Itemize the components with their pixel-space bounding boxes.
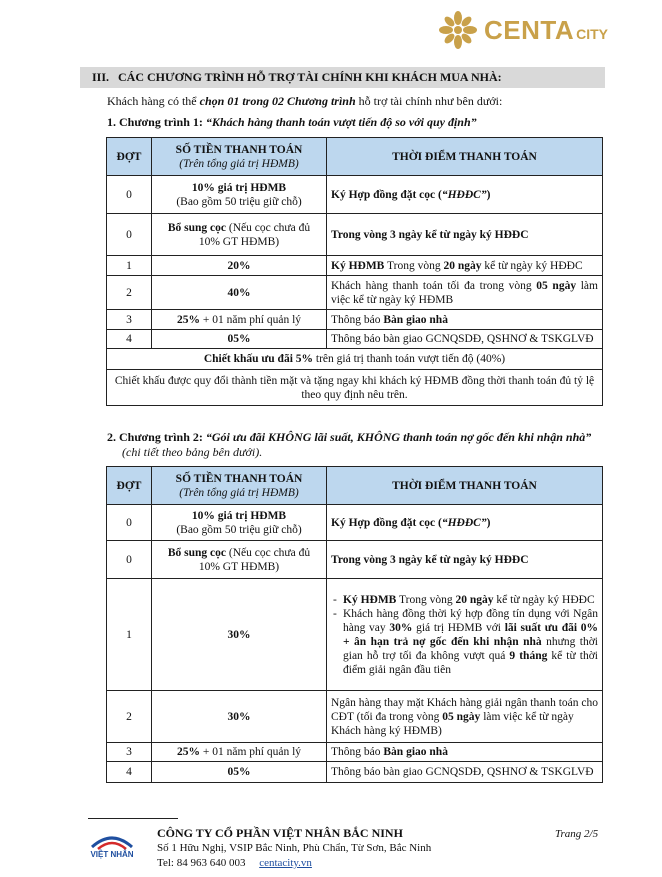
bullet-text: Trong vòng	[396, 593, 456, 606]
discount-cell	[107, 349, 603, 370]
table-header-row	[107, 138, 603, 176]
time-text-2: kể từ ngày ký HĐĐC	[481, 259, 583, 272]
cell-dot: 0	[107, 176, 152, 214]
list-item	[343, 607, 598, 677]
cell-amount: 05%	[152, 330, 327, 349]
program1-name: “Khách hàng thanh toán vượt tiến độ so với quy định”	[205, 115, 477, 129]
tel-number: 84 963 640 003	[176, 857, 246, 869]
amount-note: (Nếu cọc chưa đủ 10% GT HĐMB)	[198, 546, 311, 573]
header-dot: ĐỢT	[107, 138, 152, 176]
cell-amount	[152, 541, 327, 579]
bullet-bold-2: lãi suất ưu đãi 0% + ân hạn trả nợ gốc đến khi nhận nhà	[343, 621, 598, 648]
section-title-text: CÁC CHƯƠNG TRÌNH HỖ TRỢ TÀI CHÍNH KHI KHÁCH MUA NHÀ:	[118, 70, 502, 84]
program1-label: 1. Chương trình 1:	[107, 115, 206, 129]
cell-amount: 20%	[152, 256, 327, 276]
cell-amount: 30%	[152, 691, 327, 743]
website-link[interactable]: centacity.vn	[259, 857, 312, 869]
header-amount-sub: (Trên tổng giá trị HĐMB)	[179, 486, 299, 499]
time-bold: Ký HĐMB	[331, 259, 385, 272]
cell-time	[327, 743, 603, 762]
cell-dot: 1	[107, 256, 152, 276]
amount-bold: 25%	[176, 746, 200, 758]
header-amount	[152, 138, 327, 176]
discount-bold: Chiết khấu ưu đãi 5%	[203, 353, 314, 365]
table-row	[107, 214, 603, 256]
amount-bold: Bổ sung cọc	[167, 221, 226, 234]
cell-dot: 0	[107, 214, 152, 256]
cell-amount	[152, 743, 327, 762]
table-row	[107, 743, 603, 762]
time-bold: 05 ngày	[442, 710, 481, 723]
cell-time: Thông báo bàn giao GCNQSDĐ, QSHNƠ & TSKGLVĐ	[327, 762, 603, 783]
section-number: III.	[92, 70, 110, 84]
cell-time	[327, 310, 603, 330]
time-text: Thông báo	[331, 313, 384, 326]
time-bold: 05 ngày	[536, 279, 577, 292]
header-amount	[152, 467, 327, 505]
brand-main: CENTA	[484, 14, 575, 45]
tel-label: Tel:	[157, 857, 177, 869]
bullet-text-2: kể từ ngày ký HĐĐC	[493, 593, 595, 606]
table-row	[107, 276, 603, 310]
footer-logo-text: VIỆT NHÂN	[90, 850, 134, 859]
table-header-row	[107, 467, 603, 505]
time-text: Trong vòng	[384, 259, 444, 272]
footer-divider	[88, 818, 178, 819]
cell-time: Trong vòng 3 ngày kể từ ngày ký HĐĐC	[327, 214, 603, 256]
brand-sub: CITY	[576, 25, 609, 42]
bullet-list	[331, 593, 598, 677]
header-time: THỜI ĐIỂM THANH TOÁN	[327, 467, 603, 505]
table-row	[107, 505, 603, 541]
cell-dot: 3	[107, 743, 152, 762]
time-text: Ngân hàng thay mặt Khách hàng giải ngân thanh toán cho CĐT (tối đa trong vòng	[331, 696, 598, 723]
cell-amount	[152, 176, 327, 214]
cell-time	[327, 691, 603, 743]
note-row	[107, 370, 603, 406]
amount-note: (Nếu cọc chưa đủ 10% GT HĐMB)	[198, 221, 311, 248]
cell-amount: 05%	[152, 762, 327, 783]
company-name: CÔNG TY CỔ PHẦN VIỆT NHÂN BẮC NINH	[157, 826, 403, 840]
page-number: Trang 2/5	[555, 828, 599, 840]
table-row	[107, 176, 603, 214]
time-bold: Bàn giao nhà	[383, 746, 448, 758]
header-amount-label: SỐ TIỀN THANH TOÁN	[175, 472, 303, 485]
time-text: Thông báo	[331, 746, 384, 758]
amount-note: + 01 năm phí quản lý	[199, 746, 302, 758]
lotus-logo-icon	[438, 10, 478, 50]
amount-bold: Bổ sung cọc	[167, 546, 226, 559]
amount-note: (Bao gồm 50 triệu giữ chỗ)	[176, 195, 302, 208]
amount-bold: 25%	[176, 313, 200, 326]
time-bold: Bàn giao nhà	[383, 313, 448, 326]
time-text-2: làm việc kể từ ngày ký HĐMB	[331, 279, 598, 306]
time-text: Khách hàng thanh toán tối đa trong vòng	[331, 279, 537, 292]
amount-bold: 10% giá trị HĐMB	[191, 509, 287, 522]
cell-dot: 4	[107, 330, 152, 349]
table-row	[107, 579, 603, 691]
time-text-end: )	[486, 516, 491, 529]
cell-dot: 0	[107, 541, 152, 579]
brand-logo	[438, 10, 608, 50]
discount-row	[107, 349, 603, 370]
table-row	[107, 691, 603, 743]
cell-amount: 40%	[152, 276, 327, 310]
time-text: Ký Hợp đồng đặt cọc (	[331, 516, 442, 529]
program2-table	[106, 466, 603, 783]
cell-dot: 2	[107, 691, 152, 743]
bullet-text-4: kể từ thời điểm giải ngân đầu tiên	[343, 649, 598, 676]
time-em: “HĐĐC”	[441, 188, 487, 201]
program2-label: 2. Chương trình 2:	[107, 430, 206, 444]
time-bold-2: 20 ngày	[443, 259, 482, 272]
intro-text-end: hỗ trợ tài chính như bên dưới:	[355, 94, 503, 108]
list-item	[343, 593, 598, 607]
cell-amount	[152, 505, 327, 541]
section-title	[92, 70, 502, 85]
cell-dot: 4	[107, 762, 152, 783]
company-contact	[157, 857, 312, 869]
bullet-text-2: giá trị HĐMB với	[412, 621, 505, 634]
header-time: THỜI ĐIỂM THANH TOÁN	[327, 138, 603, 176]
bullet-text-3: nhưng thời gian hỗ trợ tối đa không vượt quá	[343, 635, 598, 662]
table-row	[107, 256, 603, 276]
cell-time	[327, 176, 603, 214]
header-amount-label: SỐ TIỀN THANH TOÁN	[175, 143, 303, 156]
company-address: Số 1 Hữu Nghị, VSIP Bắc Ninh, Phù Chẩn, Từ Sơn, Bắc Ninh	[157, 842, 432, 854]
cell-amount: 30%	[152, 579, 327, 691]
cell-amount	[152, 214, 327, 256]
time-em: “HĐĐC”	[441, 516, 487, 529]
section-intro	[107, 94, 502, 109]
time-text: Ký Hợp đồng đặt cọc (	[331, 188, 442, 201]
program2-subnote: (chi tiết theo bảng bên dưới).	[122, 445, 263, 459]
discount-text: trên giá trị thanh toán vượt tiến độ (40%)	[313, 353, 506, 365]
program2-heading	[107, 430, 612, 445]
amount-note: + 01 năm phí quản lý	[199, 313, 302, 326]
cell-time	[327, 276, 603, 310]
bullet-text: Khách hàng đồng thời ký hợp đồng tín dụng với Ngân hàng vay	[343, 607, 598, 634]
cell-time	[327, 579, 603, 691]
table-row	[107, 541, 603, 579]
bullet-bold-2: 20 ngày	[455, 593, 494, 606]
table-row	[107, 330, 603, 349]
time-text-2: làm việc kể từ ngày Khách hàng ký HĐMB)	[331, 710, 574, 737]
program2-name: “Gói ưu đãi KHÔNG lãi suất, KHÔNG thanh toán nợ gốc đến khi nhận nhà”	[205, 430, 592, 444]
time-text-end: )	[486, 188, 491, 201]
amount-bold: 10% giá trị HĐMB	[191, 181, 287, 194]
cell-dot: 2	[107, 276, 152, 310]
cell-time: Thông báo bàn giao GCNQSDĐ, QSHNƠ & TSKGLVĐ	[327, 330, 603, 349]
cell-dot: 1	[107, 579, 152, 691]
intro-emphasis: chọn 01 trong 02 Chương trình	[199, 94, 356, 108]
cell-amount	[152, 310, 327, 330]
intro-text: Khách hàng có thể	[107, 94, 200, 108]
program1-table	[106, 137, 603, 406]
program1-heading	[107, 115, 477, 130]
table-row	[107, 310, 603, 330]
bullet-bold: 30%	[389, 621, 413, 634]
bullet-bold-3: 9 tháng	[509, 649, 548, 662]
cell-time	[327, 505, 603, 541]
cell-dot: 0	[107, 505, 152, 541]
cell-time	[327, 256, 603, 276]
header-amount-sub: (Trên tổng giá trị HĐMB)	[179, 157, 299, 170]
bullet-bold: Ký HĐMB	[343, 593, 397, 606]
header-dot: ĐỢT	[107, 467, 152, 505]
cell-dot: 3	[107, 310, 152, 330]
viet-nhan-logo-icon	[82, 825, 142, 865]
note-cell: Chiết khấu được quy đổi thành tiền mặt và tặng ngay khi khách ký HĐMB đồng thời thanh toán đủ tỷ lệ theo quy định nêu trên.	[107, 370, 603, 406]
table-row	[107, 762, 603, 783]
amount-note: (Bao gồm 50 triệu giữ chỗ)	[176, 523, 302, 536]
cell-time: Trong vòng 3 ngày kể từ ngày ký HĐĐC	[327, 541, 603, 579]
